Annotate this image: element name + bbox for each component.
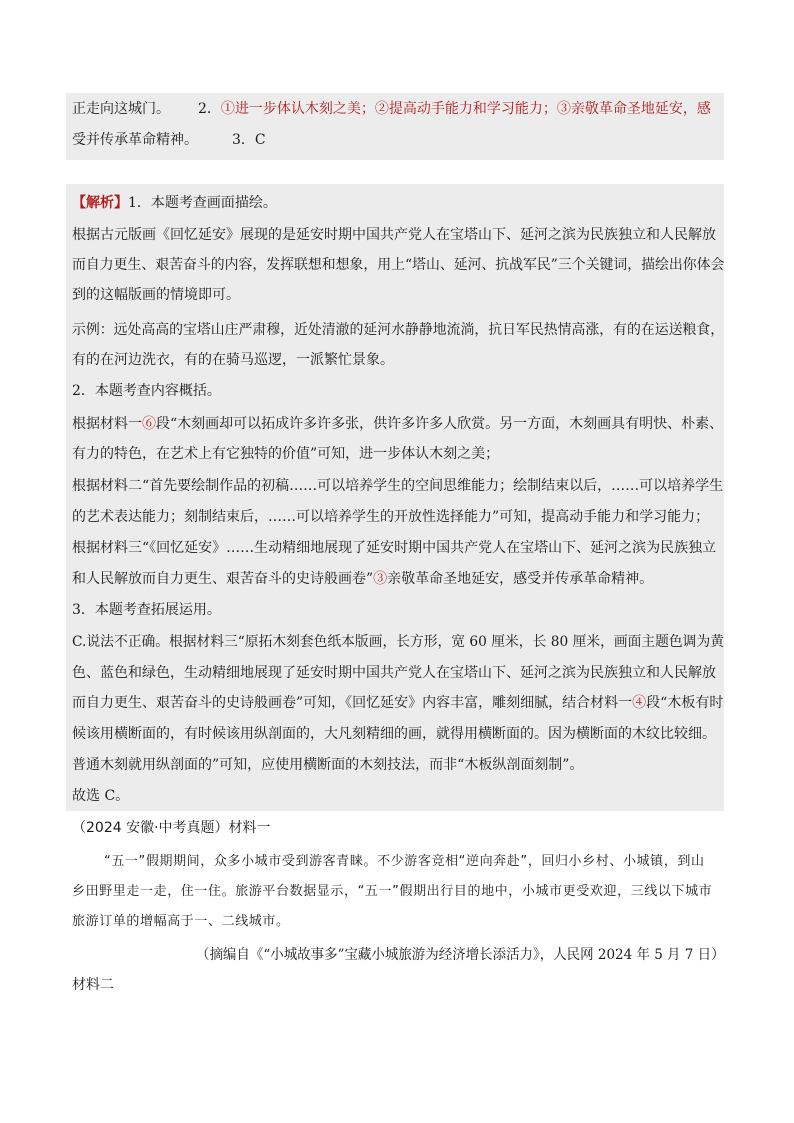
analysis-line: 2．本题考查内容概括。 bbox=[72, 383, 221, 399]
source-paragraph-line: “五一”假期期间，众多小城市受到游客青睐。不少游客竞相“逆向奔赴”，回归小乡村、小城镇，到山 bbox=[104, 854, 705, 869]
analysis-line bbox=[72, 193, 277, 213]
source-header: （2024 安徽·中考真题）材料一 bbox=[72, 820, 271, 836]
analysis-line: 故选 C。 bbox=[72, 788, 130, 804]
analysis-line: 根据古元版画《回忆延安》展现的是延安时期中国共产党人在宝塔山下、延河之滨为民族独立和人民解放 bbox=[72, 227, 716, 243]
source-paragraph-line: 旅游订单的增幅高于一、二线城市。 bbox=[72, 914, 290, 929]
analysis-text: 段“木刻画却可以拓成许多许多张，供许多许多人欣赏。另一方面，木刻画具有明快、朴素、 bbox=[156, 416, 724, 432]
analysis-line: 候该用横断面的，有时候该用纵剖面的，大凡刻精细的画，就得用横断面的。因为横断面的木纹比较细。 bbox=[72, 726, 716, 742]
next-material-label: 材料二 bbox=[72, 977, 114, 993]
analysis-line: 而自力更生、艰苦奋斗的内容，发挥联想和想象，用上“塔山、延河、抗战军民”三个关键词，描绘出你体会 bbox=[72, 257, 725, 273]
analysis-line: 有力的特色，在艺术上有它独特的价值”可知，进一步体认木刻之美； bbox=[72, 446, 500, 462]
answer-q2-number: 2． bbox=[198, 101, 221, 117]
analysis-text: 1．本题考查画面描绘。 bbox=[128, 195, 277, 211]
answer-line-1 bbox=[72, 99, 711, 119]
analysis-line bbox=[72, 693, 723, 713]
answer-q2-point-1: ①进一步体认木刻之美； bbox=[220, 101, 375, 117]
source-paragraph-line: 乡田野里走一走，住一住。旅游平台数据显示，“五一”假期出行目的地中，小城市更受欢迎，三线以下城市 bbox=[72, 884, 713, 899]
source-citation: （摘编自《“小城故事多”宝藏小城旅游为经济增长添活力》，人民网 2024 年 5 月 7 日） bbox=[196, 947, 725, 963]
analysis-line: 示例：远处高高的宝塔山庄严肃穆，近处清澈的延河水静静地流淌，抗日军民热情高涨，有的在运送粮食， bbox=[72, 322, 725, 338]
answer-q2-point-2: ②提高动手能力和学习能力； bbox=[374, 101, 557, 117]
analysis-line: 普通木刻就用纵剖面的”可知，应使用横断面的木刻技法，而非“木板纵剖面刻制”。 bbox=[72, 757, 584, 773]
analysis-text: 亲敬革命圣地延安，感受并传承革命精神。 bbox=[387, 571, 654, 587]
paragraph-marker: ③ bbox=[373, 571, 388, 587]
analysis-line: 色、蓝色和绿色，生动精细地展现了延安时期中国共产党人在宝塔山下、延河之滨为民族独立和人民解放 bbox=[72, 665, 716, 681]
analysis-text: 根据材料一 bbox=[72, 416, 142, 432]
analysis-text: 而自力更生、艰苦奋斗的史诗般画卷”可知，《回忆延安》内容丰富，雕刻细腻，结合材料一 bbox=[72, 695, 633, 711]
answer-q2-point-3: ③亲敬革命圣地延安，感 bbox=[556, 101, 711, 117]
answer-q1-end: 正走向这城门。 bbox=[72, 101, 170, 117]
analysis-line: 根据材料二“首先要绘制作品的初稿……可以培养学生的空间思维能力；绘制结束以后，……可以培养学生 bbox=[72, 478, 724, 494]
analysis-line: 有的在河边洗衣，有的在骑马巡逻，一派繁忙景象。 bbox=[72, 352, 394, 368]
analysis-line: 根据材料三“《回忆延安》……生动精细地展现了延安时期中国共产党人在宝塔山下、延河之滨为民族独立 bbox=[72, 540, 717, 556]
analysis-line: 3．本题考查拓展运用。 bbox=[72, 602, 221, 618]
analysis-text: 和人民解放而自力更生、艰苦奋斗的史诗般画卷” bbox=[72, 571, 374, 587]
answer-q2-end: 受并传承革命精神。 bbox=[72, 132, 198, 148]
analysis-section bbox=[66, 184, 724, 811]
answer-line-2 bbox=[72, 130, 266, 150]
analysis-line: 到的这幅版画的情境即可。 bbox=[72, 287, 240, 303]
analysis-text: 段“木板有时 bbox=[646, 695, 724, 711]
analysis-line bbox=[72, 569, 653, 589]
analysis-line: 的艺术表达能力；刻制结束后，……可以培养学生的开放性选择能力”可知，提高动手能力和学习能力； bbox=[72, 509, 710, 525]
answer-q3: 3．C bbox=[232, 132, 266, 148]
analysis-line bbox=[72, 414, 723, 434]
paragraph-marker: ④ bbox=[632, 695, 647, 711]
paragraph-marker: ⑥ bbox=[142, 416, 156, 432]
analysis-line: C.说法不正确。根据材料三“原拓木刻套色纸本版画，长方形，宽 60 厘米，长 80 厘米，画面主题色调为黄 bbox=[72, 634, 724, 650]
analysis-tag: 【解析】 bbox=[72, 195, 128, 211]
